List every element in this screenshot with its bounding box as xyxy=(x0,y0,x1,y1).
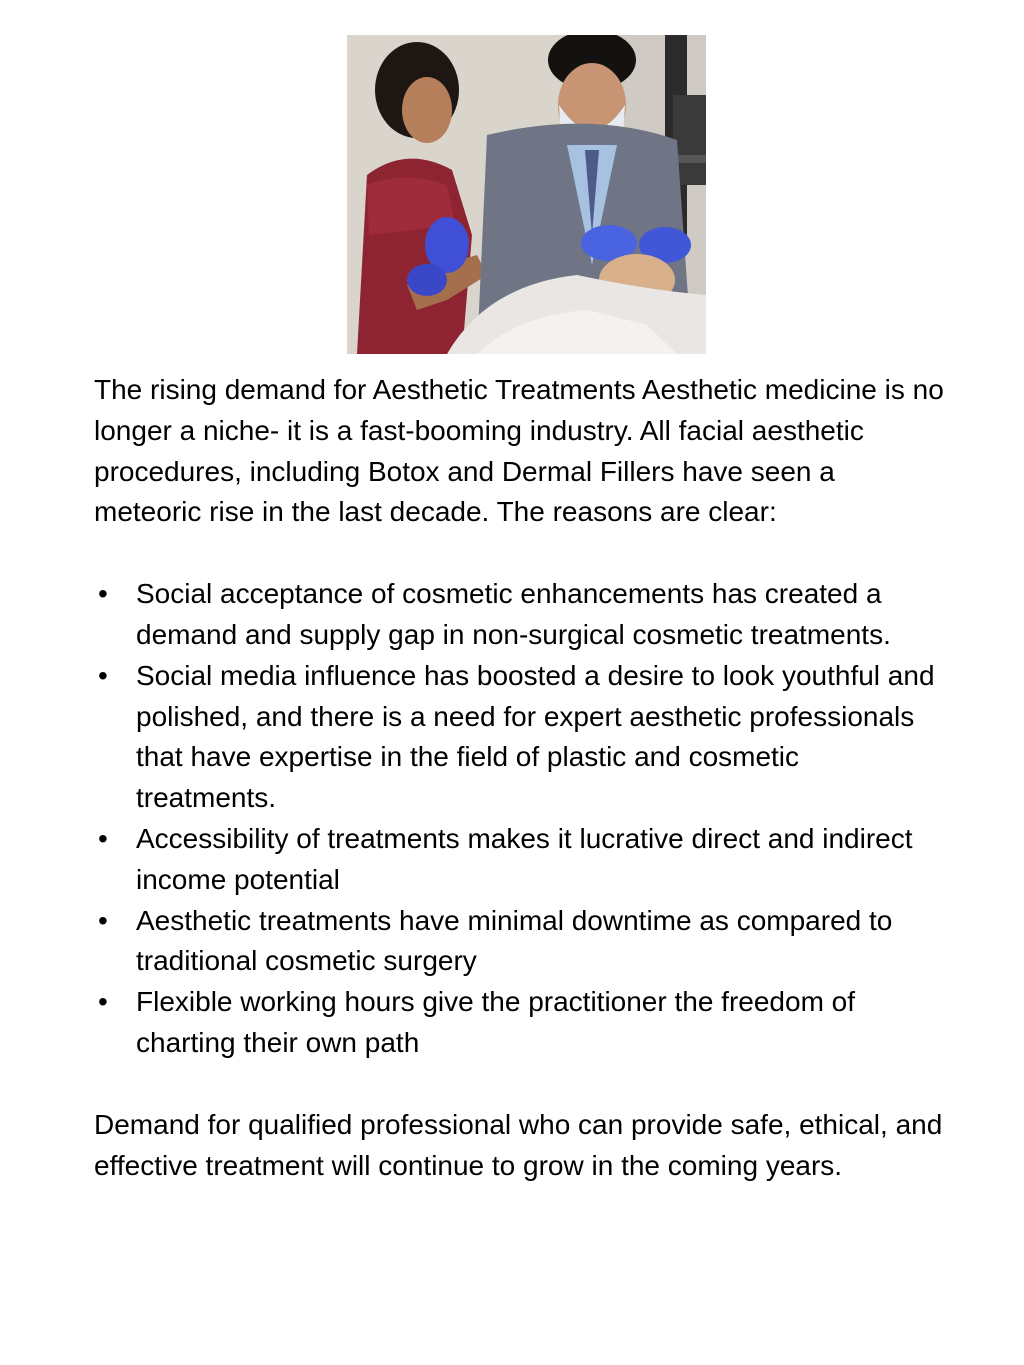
treatment-photo xyxy=(347,35,706,354)
bullet-icon: • xyxy=(98,822,108,854)
article-body xyxy=(94,370,944,1186)
list-item xyxy=(94,656,944,819)
treatment-photo-illustration xyxy=(347,35,706,354)
list-item xyxy=(94,901,944,983)
reasons-list xyxy=(94,574,944,1064)
intro-paragraph: The rising demand for Aesthetic Treatments Aesthetic medicine is no longer a niche- it is a fast-booming industry. All facial aesthetic procedures, including Botox and Dermal Fillers have seen a meteoric rise in the last decade. The reasons are clear: xyxy=(94,374,944,528)
bullet-icon: • xyxy=(98,659,108,691)
list-item xyxy=(94,819,944,901)
list-item-text: Social media influence has boosted a desire to look youthful and polished, and there is a need for expert aesthetic professionals that have expertise in the field of plastic and cosmetic treatments. xyxy=(136,659,935,814)
list-item xyxy=(94,574,944,656)
bullet-icon: • xyxy=(98,904,108,936)
closing-paragraph: Demand for qualified professional who can provide safe, ethical, and effective treatment will continue to grow in the coming years. xyxy=(94,1108,943,1181)
list-item-text: Flexible working hours give the practitioner the freedom of charting their own path xyxy=(136,986,856,1058)
list-item-text: Accessibility of treatments makes it lucrative direct and indirect income potential xyxy=(136,822,913,895)
list-item xyxy=(94,982,944,1064)
bullet-icon: • xyxy=(98,986,108,1018)
bullet-icon: • xyxy=(98,578,108,610)
list-item-text: Social acceptance of cosmetic enhancements has created a demand and supply gap in non-surgical cosmetic treatments. xyxy=(136,578,891,650)
list-item-text: Aesthetic treatments have minimal downtime as compared to traditional cosmetic surgery xyxy=(136,904,893,977)
